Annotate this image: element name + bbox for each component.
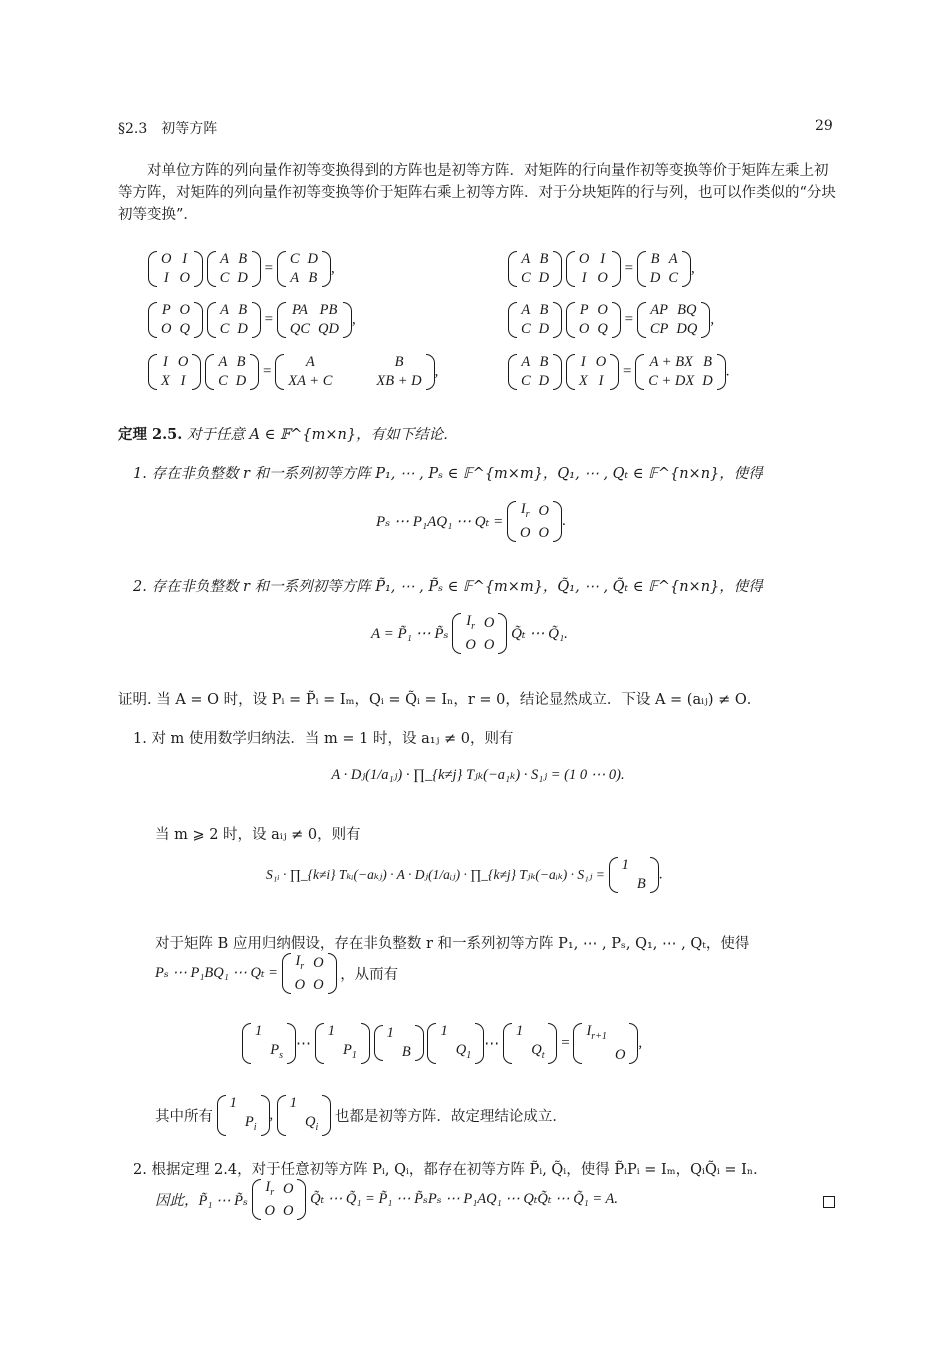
proof-step-1b: 当 m ⩾ 2 时，设 aᵢⱼ ≠ 0，则有	[155, 827, 361, 843]
theorem-eq-1: Pₛ ⋯ P₁AQ₁ ⋯ Qₜ = $I_r$ O O O .	[376, 501, 566, 541]
theorem-eq-2: A = P̃₁ ⋯ P̃ₛ $I_r$ O O O Q̃ₜ ⋯ Q̃₁.	[371, 613, 568, 653]
proof-step-1e-rhs: 也都是初等方阵．故定理结论成立．	[334, 1108, 567, 1125]
block-eq-4: A B C D P O O Q = AP BQ CP DQ ,	[508, 301, 714, 339]
qed-square-icon	[823, 1196, 835, 1208]
proof-intro: 证明. 当 A = O 时，设 Pᵢ = P̃ᵢ = Iₘ，Qᵢ = Q̃ᵢ = Iₙ，r = 0，结论显然成立．下设 A = (aᵢⱼ) ≠ O．	[118, 692, 762, 708]
block-eq-3: P O O Q A B C D = PA PB QC QD ,	[148, 301, 356, 339]
theorem-eq-1-lhs: Pₛ ⋯ P₁AQ₁ ⋯ Qₜ =	[376, 513, 504, 530]
theorem-item-1: 1. 存在非负整数 r 和一系列初等方阵 P₁, ⋯ , Pₛ ∈ 𝔽^{m×m}，Q₁, ⋯ , Qₜ ∈ 𝔽^{n×n}，使得	[133, 466, 763, 482]
block-eq-2: A B C D O I I O = B A D C ,	[508, 250, 695, 288]
theorem-item-2: 2. 存在非负整数 r 和一系列初等方阵 P̃₁, ⋯ , P̃ₛ ∈ 𝔽^{m×m}，Q̃₁, ⋯ , Q̃ₜ ∈ 𝔽^{n×n}，使得	[133, 579, 763, 595]
proof-eq-2-lhs: S₁ᵢ · ∏_{k≠i} Tₖᵢ(−aₖⱼ) · A · Dⱼ(1/aᵢⱼ) · ∏_{k≠j} Tⱼₖ(−aᵢₖ) · S₁ⱼ =	[266, 867, 605, 882]
proof-eq-1: A · Dⱼ(1/a₁ⱼ) · ∏_{k≠j} Tⱼₖ(−a₁ₖ) · S₁ⱼ = (1 0 ⋯ 0).	[331, 767, 625, 783]
block-eq-5: I O X I A B C D = A B XA + C XB + D ,	[148, 353, 438, 391]
theorem-label: 定理 2.5.	[118, 426, 183, 443]
proof-step-1: 1. 对 m 使用数学归纳法．当 m = 1 时，设 a₁ⱼ ≠ 0，则有	[133, 731, 514, 747]
block-eq-1: O I I O A B C D = C D A B ,	[148, 250, 335, 288]
proof-step-2b-rhs: Q̃ₜ ⋯ Q̃₁ = P̃₁ ⋯ P̃ₛPₛ ⋯ P₁AQ₁ ⋯ QₜQ̃ₜ ⋯ Q̃₁ = A.	[310, 1190, 618, 1207]
proof-step-2b-lhs: 因此，P̃₁ ⋯ P̃ₛ	[155, 1192, 248, 1209]
section-header: §2.3 初等方阵	[118, 121, 218, 137]
proof-step-1c: 对于矩阵 B 应用归纳假设，存在非负整数 r 和一系列初等方阵 P₁, ⋯ , Pₛ, Q₁, ⋯ , Qₜ，使得	[155, 936, 750, 952]
proof-step-1e-lhs: 其中所有	[155, 1108, 213, 1125]
proof-step-1d: Pₛ ⋯ P₁BQ₁ ⋯ Qₜ = $I_r$ O O O ，从而有	[155, 953, 399, 993]
proof-step-1e: 其中所有 1 $P_i$ , 1 $Q_i$ 也都是初等方阵．故定理结论成立．	[155, 1094, 567, 1137]
intro-paragraph: 对单位方阵的列向量作初等变换得到的方阵也是初等方阵．对矩阵的行向量作初等变换等价于矩阵左乘上初等方阵，对矩阵的列向量作初等变换等价于矩阵右乘上初等方阵．对于分块矩阵的行与列，也可以作类似的“分块初等变换”．	[118, 163, 836, 223]
theorem-eq-2-lhs: A = P̃₁ ⋯ P̃ₛ	[371, 625, 449, 642]
proof-eq-3: 1 $P_s$ ⋯ 1 $P_1$ 1 B 1 $Q_1$ ⋯ 1 $Q_t$ = $I_{r+1}$ O ,	[242, 1022, 642, 1065]
theorem-text: 对于任意 A ∈ 𝔽^{m×n}，有如下结论．	[186, 427, 458, 443]
proof-step-2b: 因此，P̃₁ ⋯ P̃ₛ $I_r$ O O O Q̃ₜ ⋯ Q̃₁ = P̃₁ ⋯ P̃ₛPₛ ⋯ P₁AQ₁ ⋯ QₜQ̃ₜ ⋯ Q̃₁ = A.	[155, 1179, 618, 1219]
proof-step-2: 2. 根据定理 2.4，对于任意初等方阵 Pᵢ, Qᵢ，都存在初等方阵 P̃ᵢ, Q̃ᵢ，使得 P̃ᵢPᵢ = Iₘ，QᵢQ̃ᵢ = Iₙ．	[133, 1162, 768, 1178]
theorem-eq-2-rhs: Q̃ₜ ⋯ Q̃₁.	[511, 625, 568, 642]
theorem-statement	[118, 423, 458, 444]
proof-step-1d-lhs: Pₛ ⋯ P₁BQ₁ ⋯ Qₜ =	[155, 964, 278, 981]
proof-eq-2: S₁ᵢ · ∏_{k≠i} Tₖᵢ(−aₖⱼ) · A · Dⱼ(1/aᵢⱼ) · ∏_{k≠j} Tⱼₖ(−aᵢₖ) · S₁ⱼ = 1 B .	[266, 857, 663, 892]
page-number: 29	[815, 118, 833, 134]
proof-step-1d-rhs: ，从而有	[340, 966, 399, 983]
block-eq-6: A B C D I O X I = A + BX B C + DX D .	[508, 353, 730, 391]
